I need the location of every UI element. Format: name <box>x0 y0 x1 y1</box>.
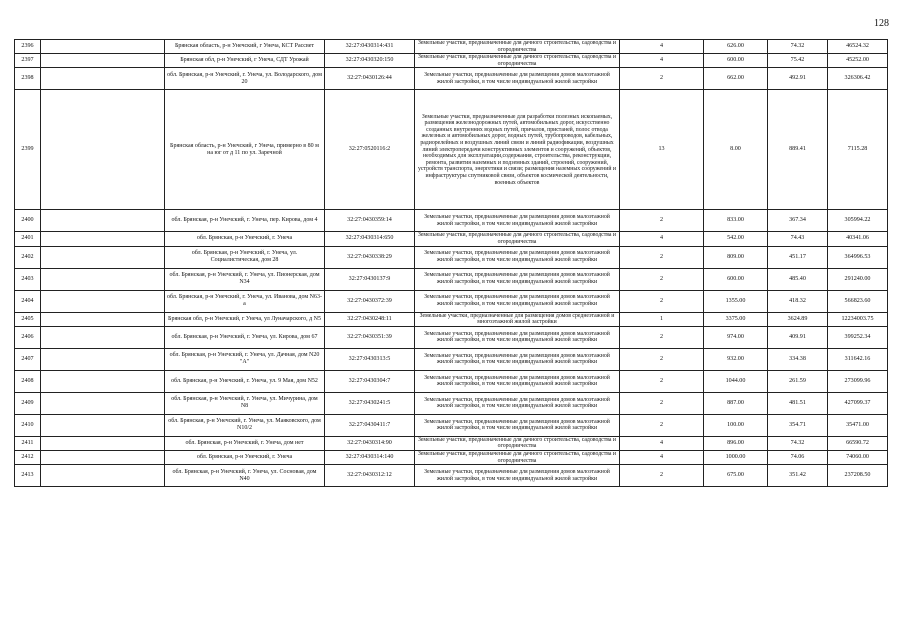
land-use-description-cell: Земельные участки, предназначенные для дачного строительства, садоводства и огородничества <box>415 232 620 246</box>
page-number: 128 <box>874 18 889 29</box>
blank-cell <box>41 90 165 210</box>
cadastral-number-cell: 32:27:0430359:14 <box>325 210 415 232</box>
land-use-description-cell: Земельные участки, предназначенные для размещения домов малоэтажной жилой застройки, в том числе индивидуальной жилой застройки <box>415 290 620 312</box>
group-number-cell: 2 <box>620 465 704 487</box>
area-cell: 675.00 <box>704 465 768 487</box>
land-use-description-cell: Земельные участки, предназначенные для дачного строительства, садоводства и огородничества <box>415 54 620 68</box>
address-cell: обл. Брянская, р-н Унечский, г. Унеча, ул. Кирова, дом 67 <box>165 326 325 348</box>
land-use-description-cell: Земельные участки, предназначенные для размещения домов малоэтажной жилой застройки, в том числе индивидуальной жилой застройки <box>415 465 620 487</box>
row-number: 2409 <box>15 392 41 414</box>
cadastral-number-cell: 32:27:0430137:9 <box>325 268 415 290</box>
cadastral-value-cell: 291240.00 <box>828 268 888 290</box>
cadastral-value-cell: 46524.32 <box>828 40 888 54</box>
area-cell: 833.00 <box>704 210 768 232</box>
land-use-description-cell: Земельные участки, предназначенные для размещения домов малоэтажной жилой застройки, в том числе индивидуальной жилой застройки <box>415 268 620 290</box>
address-cell: Брянская обл, р-н Унечский, г Унеча, СДТ Урожай <box>165 54 325 68</box>
cadastral-value-cell: 305994.22 <box>828 210 888 232</box>
cadastral-value-cell: 399252.34 <box>828 326 888 348</box>
table-row <box>15 392 888 414</box>
address-cell: обл. Брянская, р-н Унечский, г. Унеча, ул. Мичурина, дом N8 <box>165 392 325 414</box>
cadastral-value-cell: 237208.50 <box>828 465 888 487</box>
row-number: 2398 <box>15 68 41 90</box>
blank-cell <box>41 54 165 68</box>
table-row <box>15 326 888 348</box>
row-number: 2396 <box>15 40 41 54</box>
land-use-description-cell: Земельные участки, предназначенные для размещения домов малоэтажной жилой застройки, в том числе индивидуальной жилой застройки <box>415 68 620 90</box>
table-row <box>15 348 888 370</box>
area-cell: 8.00 <box>704 90 768 210</box>
cadastral-number-cell: 32:27:0430313:5 <box>325 348 415 370</box>
specific-value-cell: 74.06 <box>768 450 828 464</box>
group-number-cell: 2 <box>620 290 704 312</box>
table-row <box>15 232 888 246</box>
area-cell: 896.00 <box>704 436 768 450</box>
area-cell: 3375.00 <box>704 312 768 326</box>
blank-cell <box>41 268 165 290</box>
blank-cell <box>41 68 165 90</box>
specific-value-cell: 351.42 <box>768 465 828 487</box>
cadastral-number-cell: 32:27:0430314:650 <box>325 232 415 246</box>
table-row <box>15 246 888 268</box>
cadastral-number-cell: 32:27:0430314:90 <box>325 436 415 450</box>
specific-value-cell: 74.32 <box>768 40 828 54</box>
address-cell: обл. Брянская, р-н Унечский, г. Унеча, ул. Сосновая, дом N40 <box>165 465 325 487</box>
cadastral-value-cell: 66590.72 <box>828 436 888 450</box>
group-number-cell: 2 <box>620 326 704 348</box>
land-use-description-cell: Земельные участки, предназначенные для размещения домов малоэтажной жилой застройки, в том числе индивидуальной жилой застройки <box>415 348 620 370</box>
cadastral-number-cell: 32:27:0520116:2 <box>325 90 415 210</box>
group-number-cell: 4 <box>620 54 704 68</box>
area-cell: 662.00 <box>704 68 768 90</box>
land-use-description-cell: Земельные участки, предназначенные для размещения домов малоэтажной жилой застройки, в том числе индивидуальной жилой застройки <box>415 370 620 392</box>
specific-value-cell: 492.91 <box>768 68 828 90</box>
address-cell: Брянская обл, р-н Унечский, г Унеча, ул Луначарского, д N5 <box>165 312 325 326</box>
cadastral-value-table <box>14 39 888 487</box>
land-use-description-cell: Земельные участки, предназначенные для дачного строительства, садоводства и огородничества <box>415 40 620 54</box>
blank-cell <box>41 465 165 487</box>
cadastral-value-cell: 326306.42 <box>828 68 888 90</box>
blank-cell <box>41 370 165 392</box>
table-row <box>15 312 888 326</box>
blank-cell <box>41 40 165 54</box>
specific-value-cell: 451.17 <box>768 246 828 268</box>
row-number: 2400 <box>15 210 41 232</box>
row-number: 2404 <box>15 290 41 312</box>
group-number-cell: 4 <box>620 436 704 450</box>
blank-cell <box>41 348 165 370</box>
table-row <box>15 450 888 464</box>
address-cell: обл. Брянская, р-н Унечский, г. Унеча, пер. Кирова, дом 4 <box>165 210 325 232</box>
cadastral-value-cell: 45252.00 <box>828 54 888 68</box>
table-row <box>15 268 888 290</box>
cadastral-value-cell: 40341.06 <box>828 232 888 246</box>
row-number: 2407 <box>15 348 41 370</box>
cadastral-number-cell: 32:27:0430304:7 <box>325 370 415 392</box>
address-cell: обл. Брянская, р-н Унечский, г. Унеча, ул. Маяковского, дом N10/2 <box>165 414 325 436</box>
cadastral-number-cell: 32:27:0430248:11 <box>325 312 415 326</box>
table-row <box>15 290 888 312</box>
row-number: 2397 <box>15 54 41 68</box>
area-cell: 809.00 <box>704 246 768 268</box>
group-number-cell: 2 <box>620 268 704 290</box>
cadastral-number-cell: 32:27:0430314:140 <box>325 450 415 464</box>
row-number: 2406 <box>15 326 41 348</box>
cadastral-value-cell: 364996.53 <box>828 246 888 268</box>
land-use-description-cell: Земельные участки, предназначенные для размещения домов малоэтажной жилой застройки, в том числе индивидуальной жилой застройки <box>415 210 620 232</box>
address-cell: обл. Брянская, р-н Унечский, г. Унеча, ул. Володарского, дом 20 <box>165 68 325 90</box>
address-cell: обл. Брянская, р-н Унечский, г. Унеча, ул. Дачная, дом N20 "А" <box>165 348 325 370</box>
area-cell: 974.00 <box>704 326 768 348</box>
table-row <box>15 90 888 210</box>
group-number-cell: 2 <box>620 210 704 232</box>
cadastral-number-cell: 32:27:0430338:29 <box>325 246 415 268</box>
group-number-cell: 13 <box>620 90 704 210</box>
cadastral-value-cell: 427099.37 <box>828 392 888 414</box>
row-number: 2399 <box>15 90 41 210</box>
specific-value-cell: 889.41 <box>768 90 828 210</box>
group-number-cell: 2 <box>620 68 704 90</box>
cadastral-number-cell: 32:27:0430314:431 <box>325 40 415 54</box>
blank-cell <box>41 392 165 414</box>
table-row <box>15 68 888 90</box>
cadastral-value-cell: 566823.60 <box>828 290 888 312</box>
area-cell: 932.00 <box>704 348 768 370</box>
row-number: 2405 <box>15 312 41 326</box>
group-number-cell: 4 <box>620 40 704 54</box>
blank-cell <box>41 232 165 246</box>
specific-value-cell: 481.51 <box>768 392 828 414</box>
specific-value-cell: 261.59 <box>768 370 828 392</box>
row-number: 2403 <box>15 268 41 290</box>
cadastral-number-cell: 32:27:0430320:150 <box>325 54 415 68</box>
cadastral-number-cell: 32:27:0430312:12 <box>325 465 415 487</box>
land-use-description-cell: Земельные участки, предназначенные для размещения домов среднеэтажной и многоэтажной жилой застройки <box>415 312 620 326</box>
specific-value-cell: 75.42 <box>768 54 828 68</box>
group-number-cell: 4 <box>620 450 704 464</box>
cadastral-value-cell: 74060.00 <box>828 450 888 464</box>
group-number-cell: 2 <box>620 348 704 370</box>
table-row <box>15 370 888 392</box>
area-cell: 626.00 <box>704 40 768 54</box>
table-row <box>15 414 888 436</box>
table-body <box>15 40 888 487</box>
specific-value-cell: 409.91 <box>768 326 828 348</box>
cadastral-number-cell: 32:27:0430411:7 <box>325 414 415 436</box>
area-cell: 542.00 <box>704 232 768 246</box>
address-cell: обл. Брянская, р-н Унечский, г. Унеча <box>165 450 325 464</box>
address-cell: обл. Брянская, р-н Унечский, г. Унеча, ул. 9 Мая, дом N52 <box>165 370 325 392</box>
address-cell: обл. Брянская, р-н Унечский, г. Унеча, ул. Пионерская, дом N34 <box>165 268 325 290</box>
address-cell: обл. Брянская, р-н Унечский, г. Унеча, ул. Социалистическая, дом 28 <box>165 246 325 268</box>
specific-value-cell: 74.32 <box>768 436 828 450</box>
area-cell: 1044.00 <box>704 370 768 392</box>
cadastral-number-cell: 32:27:0430351:39 <box>325 326 415 348</box>
group-number-cell: 4 <box>620 232 704 246</box>
row-number: 2402 <box>15 246 41 268</box>
area-cell: 1000.00 <box>704 450 768 464</box>
specific-value-cell: 418.32 <box>768 290 828 312</box>
land-use-description-cell: Земельные участки, предназначенные для размещения домов малоэтажной жилой застройки, в том числе индивидуальной жилой застройки <box>415 246 620 268</box>
address-cell: обл. Брянская, р-н Унечский, г. Унеча, дом нет <box>165 436 325 450</box>
land-use-description-cell: Земельные участки, предназначенные для размещения домов малоэтажной жилой застройки, в том числе индивидуальной жилой застройки <box>415 414 620 436</box>
table-row <box>15 436 888 450</box>
land-use-description-cell: Земельные участки, предназначенные для дачного строительства, садоводства и огородничества <box>415 436 620 450</box>
land-use-description-cell: Земельные участки, предназначенные для дачного строительства, садоводства и огородничества <box>415 450 620 464</box>
row-number: 2408 <box>15 370 41 392</box>
cadastral-value-cell: 12234003.75 <box>828 312 888 326</box>
group-number-cell: 2 <box>620 414 704 436</box>
row-number: 2412 <box>15 450 41 464</box>
specific-value-cell: 354.71 <box>768 414 828 436</box>
table-row <box>15 40 888 54</box>
land-use-description-cell: Земельные участки, предназначенные для разработки полезных ископаемых, размещения железнодорожных путей, автомобильных дорог, искусственно созданных внутренних водных путей, причалов, пристаней, полос отвода железных и автомобильных дорог, водных путей, трубопроводов, кабельных, радиорелейных и воздушных линий связи и линий радиофикации, воздушных линий электропередачи конструктивных элементов и сооружений, объектов, необходимых для эксплуатации,содержания, строительства, реконструкции, ремонта, развития наземных и подземных зданий, строений, сооружений, устройств транспорта, энергетики и связи; размещения наземных сооружений и инфраструктуры спутниковой связи, объектов космической деятельности, военных объектов <box>415 90 620 210</box>
cadastral-number-cell: 32:27:0430241:5 <box>325 392 415 414</box>
land-use-description-cell: Земельные участки, предназначенные для размещения домов малоэтажной жилой застройки, в том числе индивидуальной жилой застройки <box>415 326 620 348</box>
row-number: 2413 <box>15 465 41 487</box>
row-number: 2411 <box>15 436 41 450</box>
cadastral-value-cell: 311642.16 <box>828 348 888 370</box>
blank-cell <box>41 210 165 232</box>
specific-value-cell: 74.43 <box>768 232 828 246</box>
specific-value-cell: 367.34 <box>768 210 828 232</box>
blank-cell <box>41 246 165 268</box>
blank-cell <box>41 450 165 464</box>
address-cell: Брянская область, р-н Унечский, г Унеча, КСТ Рассвет <box>165 40 325 54</box>
group-number-cell: 1 <box>620 312 704 326</box>
table-row <box>15 210 888 232</box>
land-use-description-cell: Земельные участки, предназначенные для размещения домов малоэтажной жилой застройки, в том числе индивидуальной жилой застройки <box>415 392 620 414</box>
address-cell: обл. Брянская, р-н Унечский, г. Унеча, ул. Иванова, дом N63-а <box>165 290 325 312</box>
row-number: 2410 <box>15 414 41 436</box>
blank-cell <box>41 290 165 312</box>
address-cell: Брянская область, р-н Унечский, г Унеча, примерно в 80 м на юг от д 11 по ул. Заречной <box>165 90 325 210</box>
area-cell: 1355.00 <box>704 290 768 312</box>
specific-value-cell: 3624.89 <box>768 312 828 326</box>
cadastral-number-cell: 32:27:0430126:44 <box>325 68 415 90</box>
cadastral-value-cell: 35471.00 <box>828 414 888 436</box>
area-cell: 100.00 <box>704 414 768 436</box>
row-number: 2401 <box>15 232 41 246</box>
group-number-cell: 2 <box>620 246 704 268</box>
blank-cell <box>41 436 165 450</box>
blank-cell <box>41 312 165 326</box>
table-row <box>15 54 888 68</box>
area-cell: 887.00 <box>704 392 768 414</box>
cadastral-value-cell: 7115.28 <box>828 90 888 210</box>
blank-cell <box>41 326 165 348</box>
group-number-cell: 2 <box>620 370 704 392</box>
table-row <box>15 465 888 487</box>
specific-value-cell: 334.38 <box>768 348 828 370</box>
area-cell: 600.00 <box>704 54 768 68</box>
address-cell: обл. Брянская, р-н Унечский, г. Унеча <box>165 232 325 246</box>
group-number-cell: 2 <box>620 392 704 414</box>
blank-cell <box>41 414 165 436</box>
cadastral-number-cell: 32:27:0430372:39 <box>325 290 415 312</box>
cadastral-value-cell: 273099.96 <box>828 370 888 392</box>
area-cell: 600.00 <box>704 268 768 290</box>
specific-value-cell: 485.40 <box>768 268 828 290</box>
